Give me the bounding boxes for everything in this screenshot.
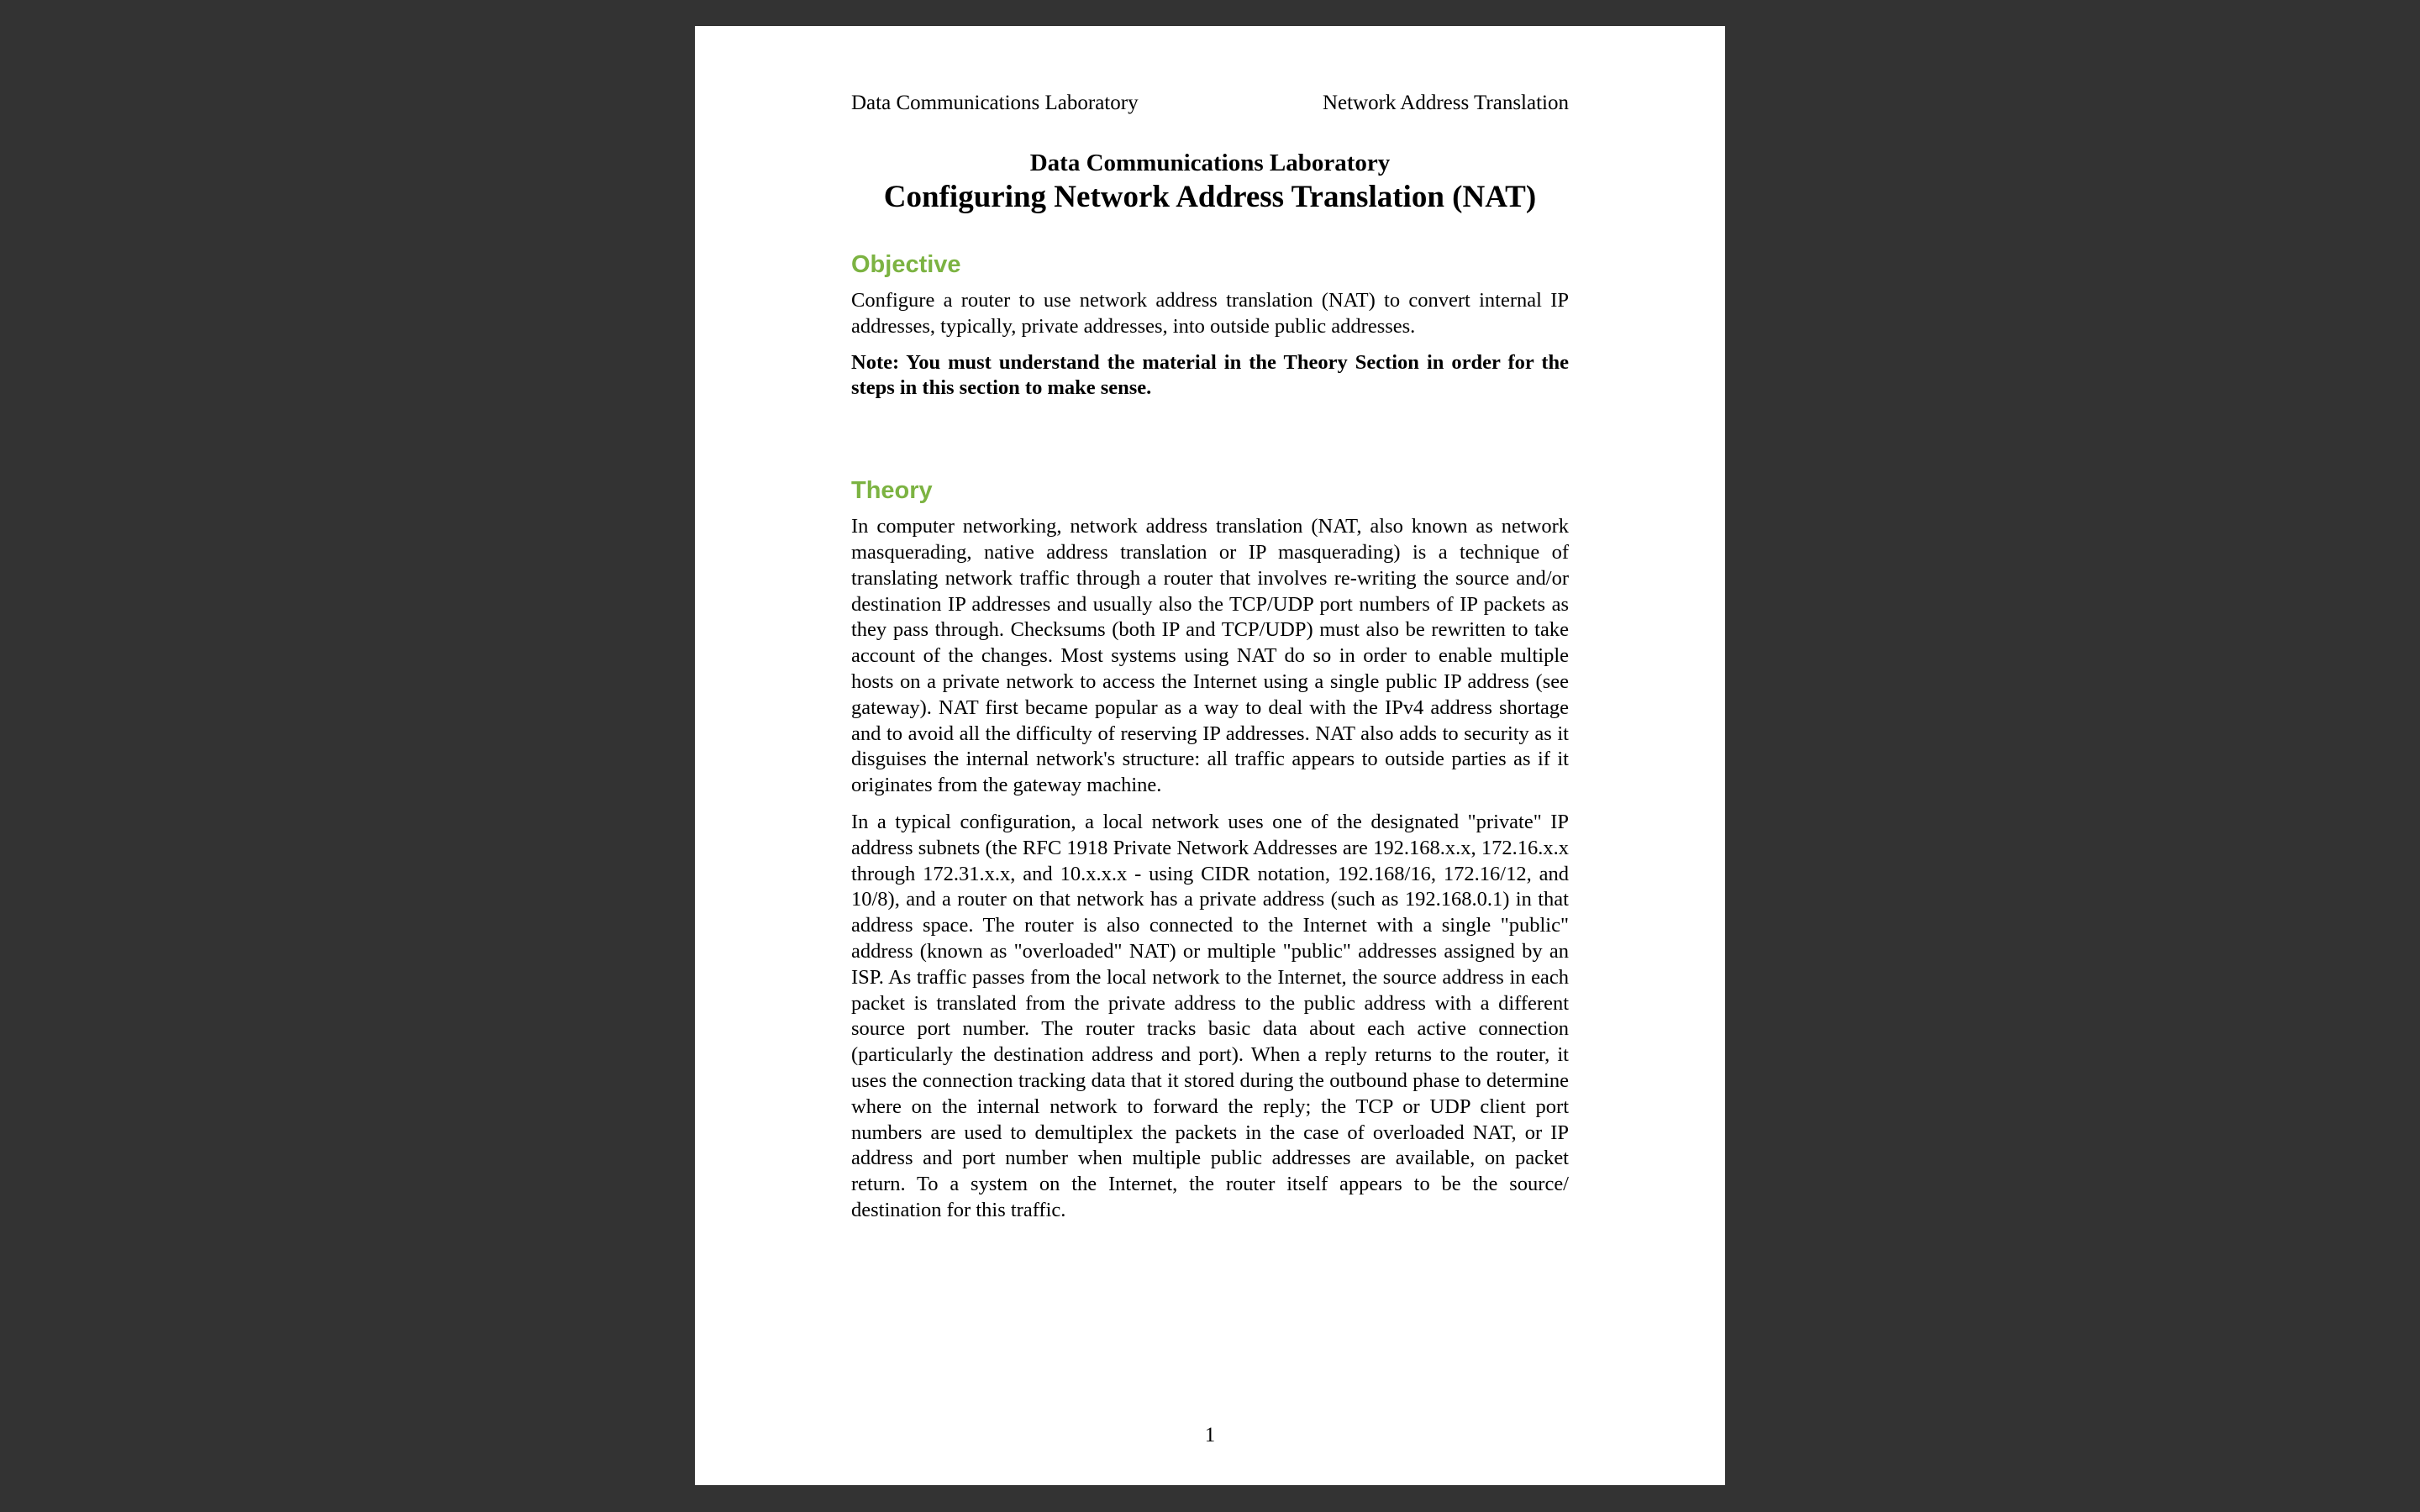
title-block [851, 148, 1569, 217]
theory-section [851, 475, 1569, 1224]
header-right-text: Network Address Translation [1322, 92, 1569, 114]
document-title: Configuring Network Address Translation (NAT) [883, 180, 1537, 214]
theory-heading: Theory [851, 477, 933, 505]
document-subtitle: Data Communications Laboratory [1029, 150, 1391, 176]
running-header [851, 89, 1569, 118]
objective-section [851, 249, 1569, 402]
header-left-text: Data Communications Laboratory [851, 92, 1139, 114]
objective-heading: Objective [851, 251, 961, 278]
objective-note: Note: You must understand the material in the Theory Section in order for the steps in this section to make sense. [851, 350, 1569, 400]
page-number: 1 [1204, 1424, 1216, 1446]
theory-paragraph-2: In a typical configuration, a local network uses one of the designated "private" IP address subnets (the RFC 1918 Private Network Addresses are 192.168.x.x, 172.16.x.x through 172.31.x.x, and 10.x.x.x - using CIDR notation, 192.168/16, 172.16/12, and 10/8), and a router on that network has a private address (such as 192.168.0.1) in that address space. The router is also connected to the Internet with a single "public" address (known as "overloaded" NAT) or multiple "public" addresses assigned by an ISP. As traffic passes from the local network to the Internet, the source address in each packet is translated from the private address to the public address with a different source port number. The router tracks basic data about each active connection (particularly the destination address and port). When a reply returns to the router, it uses the connection tracking data that it stored during the outbound phase to determine where on the internal network to forward the reply; the TCP or UDP client port numbers are used to demultiplex the packets in the case of overloaded NAT, or IP address and port number when multiple public addresses are available, on packet return. To a system on the Internet, the router itself appears to be the source/ destination for this traffic. [851, 810, 1569, 1221]
document-page [695, 26, 1725, 1485]
objective-paragraph: Configure a router to use network address translation (NAT) to convert internal IP addresses, typically, private addresses, into outside public addresses. [851, 289, 1569, 338]
theory-paragraph-1: In computer networking, network address translation (NAT, also known as network masquerading, native address translation or IP masquerading) is a technique of translating network traffic through a router that involves re-writing the source and/or destination IP addresses and usually also the TCP/UDP port numbers of IP packets as they pass through. Checksums (both IP and TCP/UDP) must also be rewritten to take account of the changes. Most systems using NAT do so in order to enable multiple hosts on a private network to access the Internet using a single public IP address (see gateway). NAT first became popular as a way to deal with the IPv4 address shortage and to avoid all the difficulty of reserving IP addresses. NAT also adds to security as it disguises the internal network's structure: all traffic appears to outside parties as if it originates from the gateway machine. [851, 515, 1569, 797]
